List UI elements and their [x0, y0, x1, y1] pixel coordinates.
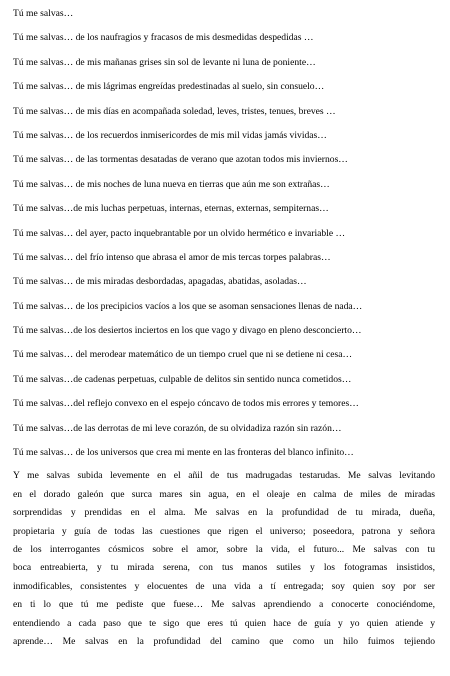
verse-line: Tú me salvas… del merodear matemático de un tiempo cruel que ni se detiene ni cesa…	[13, 349, 353, 361]
verse-line: Tú me salvas… de los recuerdos inmisericordes de mis mil vidas jamás vividas…	[13, 129, 327, 141]
verse-line: Tú me salvas… de los universos que crea mi mente en las fronteras del blanco infinito…	[13, 447, 354, 459]
verse-line: Tú me salvas… de los naufragios y fracasos de mis desmedidas despedidas …	[13, 32, 314, 44]
verse-line: Tú me salvas…de cadenas perpetuas, culpable de delitos sin sentido nunca cometidos…	[13, 373, 352, 385]
verse-line: Tú me salvas…de las derrotas de mi leve corazón, de su olvidadiza razón sin razón…	[13, 422, 342, 434]
verse-line: Tú me salvas…de mis luchas perpetuas, internas, eternas, externas, sempiternas…	[13, 203, 329, 215]
verse-line: Tú me salvas… del ayer, pacto inquebrantable por un olvido hermético e invariable …	[13, 227, 346, 239]
prose-paragraph	[13, 467, 435, 651]
paragraph-line: entendiendo a cada paso que te sigo que eres tú quien hace de guía y yo quien atiende y	[13, 617, 435, 629]
paragraph-line: inmodificables, consistentes y elocuentes de una vida a tí entregada; soy quien soy por ser	[13, 580, 435, 592]
verse-line: Tú me salvas… de los precipicios vacíos a los que se asoman sensaciones llenas de nada…	[13, 300, 363, 312]
paragraph-line: en el dorado galeón que surca mares sin agua, en el oleaje en calma de miles de miradas	[13, 488, 435, 500]
paragraph-line: boca entreabierta, y tu mirada serena, con tus manos sutiles y los fotogramas insistidos,	[13, 562, 435, 574]
paragraph-line: en ti lo que tú me pediste que fuese… Me salvas aprendiendo a conocerte conociéndome,	[13, 599, 435, 611]
paragraph-line: de los interrogantes cósmicos sobre el amor, sobre la vida, el futuro... Me salvas con tu	[13, 544, 435, 556]
verse-line: Tú me salvas… de mis días en acompañada soledad, leves, tristes, tenues, breves …	[13, 105, 336, 117]
paragraph-line: propietaria y guía de todas las cuestiones que rigen el universo; poseedora, patrona y señora	[13, 525, 435, 537]
paragraph-line: Y me salvas subida levemente en el añil de tus madrugadas testarudas. Me salvas levitando	[13, 470, 435, 482]
verse-line: Tú me salvas… de mis lágrimas engreídas predestinadas al suelo, sin consuelo…	[13, 81, 325, 93]
paragraph-line: sorprendidas y prendidas en el alma. Me salvas en la profundidad de tu mirada, dueña,	[13, 507, 435, 519]
paragraph-line: aprende… Me salvas en la profundidad del camino que como un hilo fuimos tejiendo	[13, 636, 435, 648]
verse-line: Tú me salvas…	[13, 8, 74, 19]
verse-line: Tú me salvas…de los desiertos inciertos en los que vago y divago en pleno desconcierto…	[13, 325, 362, 337]
verse-line: Tú me salvas…del reflejo convexo en el espejo cóncavo de todos mis errores y temores…	[13, 398, 359, 410]
verse-line: Tú me salvas… de mis mañanas grises sin sol de levante ni luna de poniente…	[13, 56, 316, 68]
verse-line: Tú me salvas… de mis miradas desbordadas, apagadas, abatidas, asoladas…	[13, 276, 307, 288]
verse-line: Tú me salvas… del frío intenso que abrasa el amor de mis tercas torpes palabras…	[13, 251, 331, 263]
verse-list	[13, 8, 435, 459]
document-page	[13, 8, 435, 651]
verse-line: Tú me salvas… de mis noches de luna nueva en tierras que aún me son extrañas…	[13, 178, 330, 190]
verse-line: Tú me salvas… de las tormentas desatadas de verano que azotan todos mis inviernos…	[13, 154, 348, 166]
